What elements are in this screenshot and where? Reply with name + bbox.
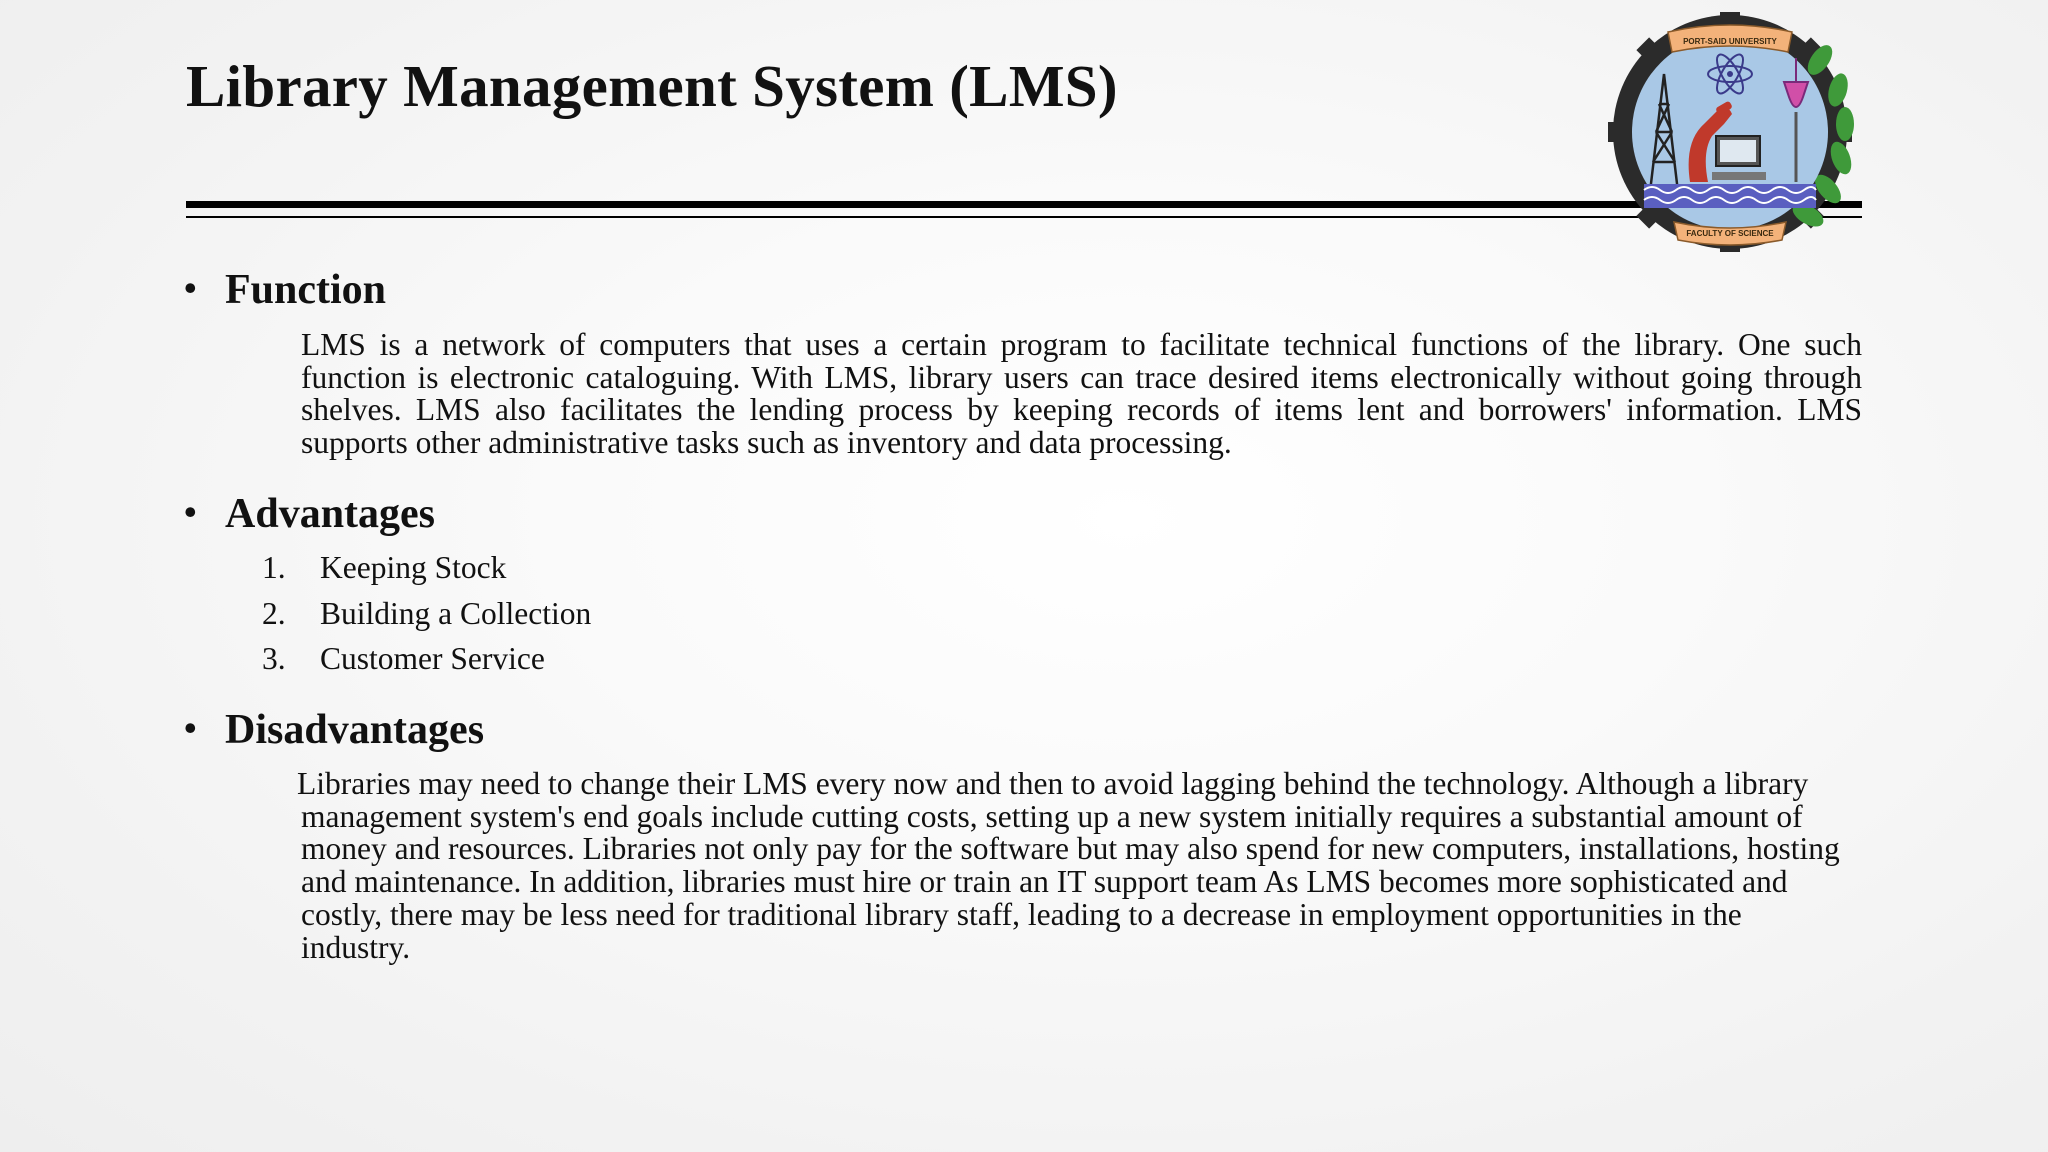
svg-text:PORT-SAID UNIVERSITY: PORT-SAID UNIVERSITY xyxy=(1683,37,1777,46)
list-item-label: Keeping Stock xyxy=(320,550,507,585)
list-item-number: 3. xyxy=(262,641,286,676)
bullet-marker: • xyxy=(184,492,197,532)
faculty-of-science-seal-icon xyxy=(1598,12,1862,254)
svg-text:FACULTY OF SCIENCE: FACULTY OF SCIENCE xyxy=(1686,229,1774,238)
section-heading-advantages xyxy=(184,490,435,538)
list-item-label: Customer Service xyxy=(320,641,545,676)
function-paragraph: LMS is a network of computers that uses a certain program to facilitate technical functions of the library. One such function is electronic cataloguing. With LMS, library users can trace desired items electronically without going through shelves. LMS also facilitates the lending process by keeping records of items lent and borrowers' information. LMS supports other administrative tasks such as inventory and data processing. xyxy=(301,327,1862,461)
list-item-number: 2. xyxy=(262,595,286,631)
bullet-marker: • xyxy=(184,708,197,748)
section-heading-label: Advantages xyxy=(225,491,436,537)
list-item-label: Building a Collection xyxy=(320,595,592,631)
slide-title: Library Management System (LMS) xyxy=(186,53,1118,119)
list-item xyxy=(262,594,591,640)
list-item xyxy=(262,548,591,594)
section-heading-function xyxy=(184,266,386,314)
list-item xyxy=(262,639,591,685)
section-heading-label: Disadvantages xyxy=(225,707,485,753)
section-heading-label: Function xyxy=(225,267,387,313)
advantages-list xyxy=(262,548,591,685)
disadvantages-paragraph: Libraries may need to change their LMS every now and then to avoid lagging behind the technology. Although a library management system's end goals include cutting costs, setting up a new system initially requires a substantial amount of money and resources. Libraries not only pay for the software but may also spend for new computers, installations, hosting and maintenance. In addition, libraries must hire or train an IT support team As LMS becomes more sophisticated and costly, there may be less need for traditional library staff, leading to a decrease in employment opportunities in the industry. xyxy=(297,766,1840,965)
section-heading-disadvantages xyxy=(184,706,484,754)
bullet-marker: • xyxy=(184,268,197,308)
list-item-number: 1. xyxy=(262,550,286,585)
